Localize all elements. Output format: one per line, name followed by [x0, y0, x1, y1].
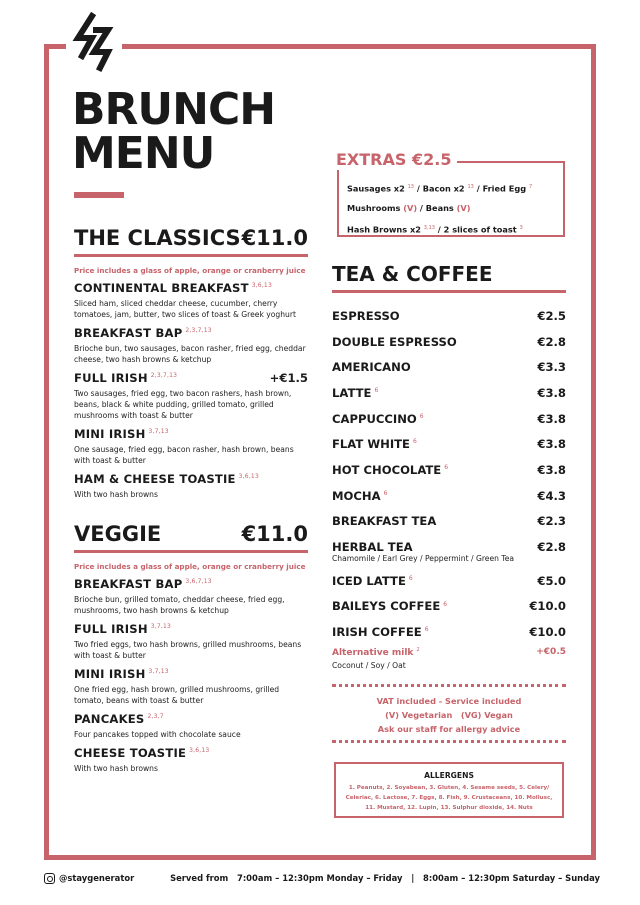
menu-item-name: HAM & CHEESE TOASTIE $^{3,6,13}$ [74, 472, 259, 486]
allergen-codes: 2,3,7 [147, 713, 164, 721]
menu-item-desc: One fried egg, hash brown, grilled mushrooms, grilled tomato, beans with toast & butter [74, 685, 280, 705]
drink-price: €5.0 [537, 573, 566, 588]
allergen-codes: 6 [412, 438, 417, 446]
title-line-1: BRUNCH [72, 84, 276, 135]
alt-milk-options: Coconut / Soy / Oat [332, 660, 406, 670]
drinks-title: TEA & COFFEE [332, 262, 493, 286]
allergens-box [334, 762, 564, 818]
menu-item-name: CHEESE TOASTIE $^{3,6,13}$ [74, 746, 210, 760]
allergen-codes: 3,7,13 [148, 428, 169, 436]
drink-name: CAPPUCCINO $^6$ [332, 411, 424, 426]
allergen-codes: 6 [444, 464, 449, 472]
drink-price: €2.8 [537, 540, 566, 555]
menu-item [74, 577, 308, 616]
drink-price: €4.3 [537, 488, 566, 503]
drink-name: HOT CHOCOLATE $^6$ [332, 462, 449, 477]
alt-milk-row: Alternative milk $^2$ +€0.5 [332, 646, 566, 658]
footer [44, 870, 600, 886]
alt-milk-price: +€0.5 [536, 646, 566, 657]
extras-list [347, 178, 561, 240]
drink-name: DOUBLE ESPRESSO [332, 334, 457, 349]
allergen-codes: 2,3,7,13 [185, 327, 212, 335]
allergen-codes: 6 [443, 600, 448, 608]
extras-title: EXTRAS €2.5 [330, 150, 457, 170]
drink-name: LATTE $^6$ [332, 385, 379, 400]
drink-name: ESPRESSO [332, 308, 400, 323]
drink-row [332, 329, 566, 355]
diet-key-line: (V) Vegetarian (VG) Vegan [385, 710, 513, 720]
menu-item-desc: Two sausages, fried egg, two bacon rashers, hash brown, beans, black & white pudding, grilled tomato, grilled mushrooms with toast & butter [74, 389, 292, 420]
menu-item [74, 371, 308, 421]
menu-item [74, 712, 308, 740]
veggie-header [74, 522, 308, 553]
allergen-codes: 2,3,7,13 [150, 372, 178, 380]
menu-item [74, 622, 308, 661]
allergens-list: 1. Peanuts, 2. Soyabean, 3. Gluten, 4. Sesame seeds, 5. Celery/ Celeriac, 6. Lactose, 7. Eggs, 8. Fish, 9. Crustaceans, 10. Mollusc, 11. Mustard, 12. Lupin, 13. Sulphur dioxide, 14. Nuts [345, 785, 553, 811]
allergen-codes: 6 [424, 626, 429, 634]
drink-row [332, 406, 566, 432]
extras-line-2: Mushrooms (V) / Beans (V) [347, 203, 471, 214]
menu-item-price: +€1.5 [269, 371, 308, 385]
classics-price: €11.0 [241, 226, 308, 250]
menu-item-desc: With two hash browns [74, 490, 158, 499]
drinks-header [332, 262, 566, 293]
alt-milk-name: Alternative milk [332, 647, 414, 658]
drinks-list [332, 303, 566, 670]
allergen-codes: 3,6,13 [189, 747, 210, 755]
allergen-codes: 3,7,13 [150, 623, 172, 631]
menu-item [74, 472, 308, 500]
veggie-price: €11.0 [241, 522, 308, 546]
allergen-codes: 6 [419, 412, 424, 420]
drink-name: IRISH COFFEE $^6$ [332, 625, 429, 640]
veggie-title: VEGGIE [74, 522, 162, 546]
menu-item-desc: Sliced ham, sliced cheddar cheese, cucumber, cherry tomatoes, jam, butter, two slices of toast & Greek yoghurt [74, 299, 296, 319]
drink-row [332, 303, 566, 329]
menu-item-name: FULL IRISH $^{2,3,7,13}$ [74, 371, 178, 385]
allergy-advice-line: Ask our staff for allergy advice [377, 724, 521, 734]
vat-line: VAT included - Service included [376, 696, 522, 706]
veggie-list [74, 577, 308, 774]
menu-item-desc: Four pancakes topped with chocolate sauce [74, 730, 241, 739]
classics-note: Price includes a glass of apple, orange or cranberry juice [74, 266, 306, 275]
drink-price: €2.3 [537, 514, 566, 529]
drink-name: BAILEYS COFFEE $^6$ [332, 599, 448, 614]
veggie-note: Price includes a glass of apple, orange or cranberry juice [74, 562, 306, 571]
drink-price: €3.8 [537, 385, 566, 400]
classics-title: THE CLASSICS [74, 226, 241, 250]
drinks-column [332, 262, 566, 670]
drink-name: BREAKFAST TEA [332, 514, 437, 529]
title-line-2: MENU [72, 128, 215, 179]
allergen-codes: 3,6,7,13 [185, 578, 212, 586]
allergen-codes: 3,7,13 [148, 668, 169, 676]
menu-item-desc: One sausage, fried egg, bacon rasher, hash brown, beans with toast & butter [74, 445, 294, 465]
drink-price: €3.8 [537, 437, 566, 452]
drink-price: €10.0 [529, 599, 566, 614]
menu-item-name: PANCAKES $^{2,3,7}$ [74, 712, 164, 726]
drink-name: HERBAL TEA [332, 540, 413, 555]
allergen-codes: 6 [374, 387, 379, 395]
drink-price: €2.8 [537, 334, 566, 349]
menu-item-name: BREAKFAST BAP $^{2,3,7,13}$ [74, 326, 212, 340]
menu-item [74, 326, 308, 365]
menu-item-name: FULL IRISH $^{3,7,13}$ [74, 622, 172, 636]
classics-list [74, 281, 308, 500]
allergens-title: ALLERGENS [424, 771, 474, 780]
menu-item-name: CONTINENTAL BREAKFAST $^{3,6,13}$ [74, 281, 272, 295]
lightning-logo-icon [70, 12, 118, 74]
drink-name: AMERICANO [332, 360, 411, 375]
drink-price: €3.8 [537, 462, 566, 477]
drink-price: €3.8 [537, 411, 566, 426]
menu-item [74, 281, 308, 320]
herbal-tea-options: Chamomile / Earl Grey / Peppermint / Green Tea [332, 553, 515, 563]
menu-item [74, 746, 308, 774]
dotted-divider-top [332, 684, 566, 687]
allergen-codes: 3,6,13 [238, 473, 259, 481]
allergen-codes: 3,6,13 [251, 282, 272, 290]
menu-item-name: BREAKFAST BAP $^{3,6,7,13}$ [74, 577, 212, 591]
menu-item-desc: Brioche bun, grilled tomato, cheddar cheese, fried egg, mushrooms, two hash browns & ketchup [74, 595, 285, 615]
page-title [72, 84, 276, 179]
drink-price: €2.5 [537, 308, 566, 323]
drink-price: €10.0 [529, 625, 566, 640]
menu-item-name: MINI IRISH $^{3,7,13}$ [74, 427, 169, 441]
drink-name: FLAT WHITE $^6$ [332, 437, 417, 452]
drink-price: €3.3 [537, 360, 566, 375]
info-block [332, 694, 566, 736]
title-underline [74, 192, 124, 198]
drink-row [332, 380, 566, 406]
drink-row [332, 619, 566, 645]
menu-item-desc: Brioche bun, two sausages, bacon rasher, fried egg, cheddar cheese, two hash browns & ketchup [74, 344, 306, 364]
drink-name: MOCHA $^6$ [332, 488, 388, 503]
drink-name: ICED LATTE $^6$ [332, 573, 413, 588]
menu-item-desc: With two hash browns [74, 764, 158, 773]
drink-row [332, 594, 566, 620]
dotted-divider-bottom [332, 740, 566, 743]
serving-hours: Served from 7:00am – 12:30pm Monday – Friday | 8:00am – 12:30pm Saturday – Sunday [170, 873, 600, 883]
instagram-icon[interactable] [44, 873, 55, 884]
menu-item [74, 667, 308, 706]
allergen-codes: 6 [408, 574, 413, 582]
drink-row [332, 431, 566, 457]
drink-row [332, 354, 566, 380]
food-column [74, 226, 308, 774]
drink-row [332, 509, 566, 535]
drink-row [332, 483, 566, 509]
extras-line-3: Hash Browns x2 $^{3,13}$ / 2 slices of toast $^3$ [347, 224, 523, 235]
allergen-codes: 6 [383, 489, 388, 497]
instagram-handle[interactable]: @staygenerator [59, 873, 135, 883]
classics-header [74, 226, 308, 257]
menu-item-desc: Two fried eggs, two hash browns, grilled mushrooms, beans with toast & butter [74, 640, 302, 660]
menu-item [74, 427, 308, 466]
drink-row [332, 568, 566, 594]
drink-row [332, 457, 566, 483]
extras-line-1: Sausages x2 $^{13}$ / Bacon x2 $^{13}$ / Fried Egg $^7$ [347, 183, 533, 194]
menu-item-name: MINI IRISH $^{3,7,13}$ [74, 667, 169, 681]
